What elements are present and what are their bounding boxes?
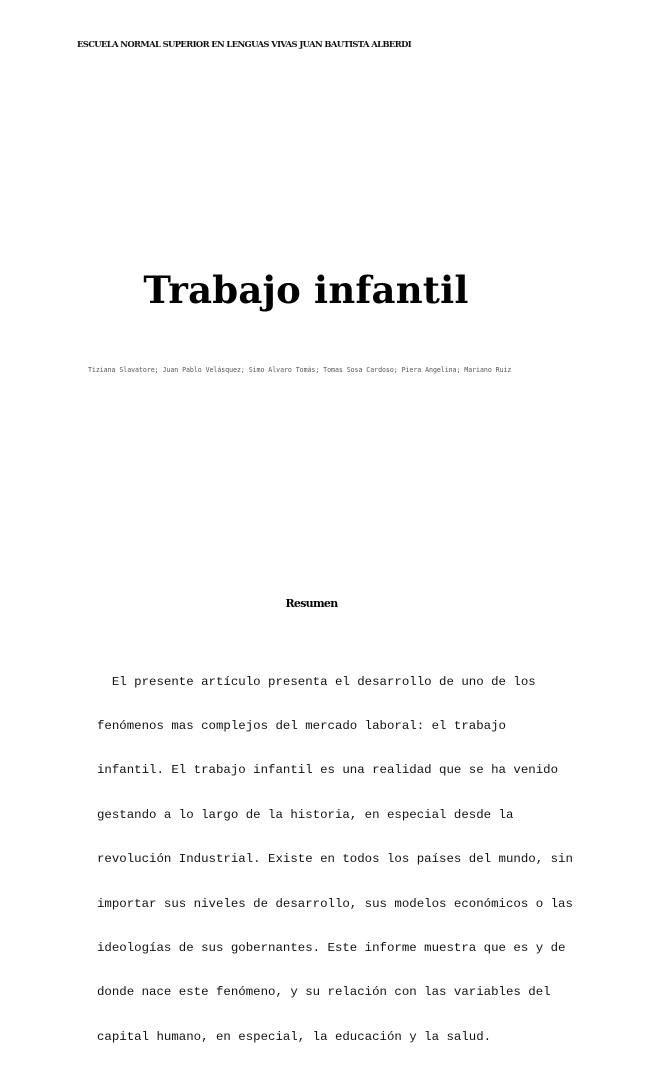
abstract-line: fenómenos mas complejos del mercado laboral: el trabajo <box>97 718 506 733</box>
abstract-body <box>97 645 597 1074</box>
institution-header: ESCUELA NORMAL SUPERIOR EN LENGUAS VIVAS JUAN BAUTISTA ALBERDI <box>77 39 412 49</box>
abstract-line: donde nace este fenómeno, y su relación con las variables del <box>97 985 551 1000</box>
abstract-line: capital humano, en especial, la educación y la salud. <box>97 1029 492 1044</box>
abstract-line: El presente artículo presenta el desarrollo de uno de los <box>97 674 536 689</box>
abstract-line: revolución Industrial. Existe en todos los países del mundo, sin <box>97 852 573 867</box>
authors-line: Tiziana Slavatore; Juan Pablo Velásquez; Simo Alvaro Tomás; Tomas Sosa Cardoso; Piera Angelina; Mariano Ruiz <box>88 366 512 374</box>
abstract-line: importar sus niveles de desarrollo, sus modelos económicos o las <box>97 896 573 911</box>
abstract-line: ideologías de sus gobernantes. Este informe muestra que es y de <box>97 940 566 955</box>
abstract-heading: Resumen <box>285 597 338 610</box>
abstract-line: gestando a lo largo de la historia, en especial desde la <box>97 807 514 822</box>
document-title: Trabajo infantil <box>143 268 469 312</box>
abstract-line: infantil. El trabajo infantil es una realidad que se ha venido <box>97 763 559 778</box>
